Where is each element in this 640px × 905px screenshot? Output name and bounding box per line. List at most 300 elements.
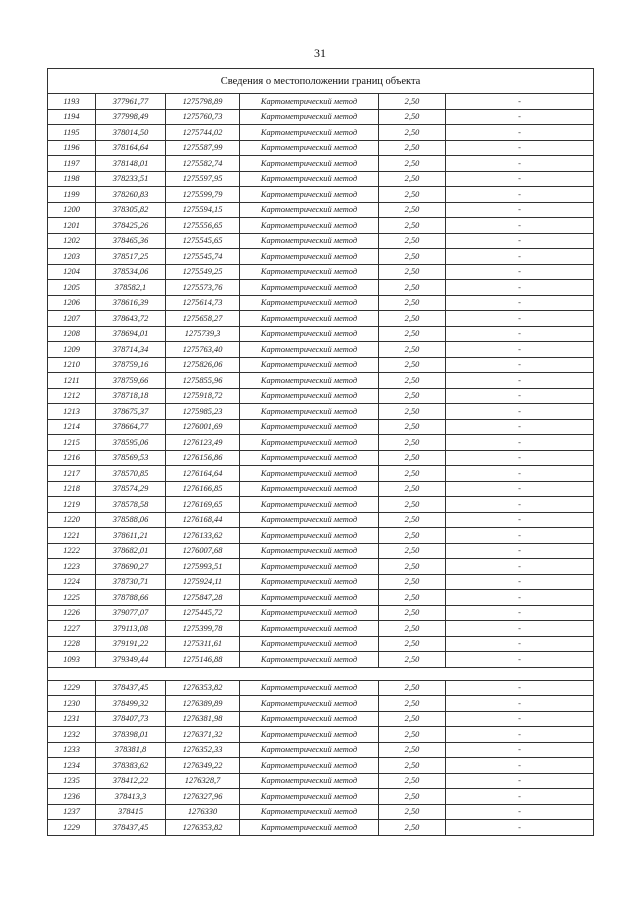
x-coordinate-cell: 378664,77	[96, 419, 166, 435]
precision-cell: 2,50	[379, 156, 446, 172]
x-coordinate-cell: 378759,16	[96, 357, 166, 373]
x-coordinate-cell: 378588,06	[96, 512, 166, 528]
y-coordinate-cell: 1276371,32	[166, 727, 240, 743]
table-row	[48, 404, 594, 420]
precision-cell: 2,50	[379, 481, 446, 497]
description-cell: -	[446, 742, 594, 758]
method-cell: Картометрический метод	[240, 621, 379, 637]
description-cell: -	[446, 140, 594, 156]
x-coordinate-cell: 378465,36	[96, 233, 166, 249]
description-cell: -	[446, 404, 594, 420]
table-row	[48, 652, 594, 668]
description-cell: -	[446, 543, 594, 559]
x-coordinate-cell: 379077,07	[96, 605, 166, 621]
point-number-cell: 1219	[48, 497, 96, 513]
y-coordinate-cell: 1276352,33	[166, 742, 240, 758]
description-cell: -	[446, 680, 594, 696]
point-number-cell: 1208	[48, 326, 96, 342]
point-number-cell: 1231	[48, 711, 96, 727]
precision-cell: 2,50	[379, 280, 446, 296]
precision-cell: 2,50	[379, 357, 446, 373]
point-number-cell: 1218	[48, 481, 96, 497]
table-row	[48, 326, 594, 342]
x-coordinate-cell: 378718,18	[96, 388, 166, 404]
method-cell: Картометрический метод	[240, 652, 379, 668]
precision-cell: 2,50	[379, 512, 446, 528]
precision-cell: 2,50	[379, 233, 446, 249]
boundary-coordinates-table	[47, 68, 594, 836]
method-cell: Картометрический метод	[240, 249, 379, 265]
precision-cell: 2,50	[379, 249, 446, 265]
table-row	[48, 512, 594, 528]
point-number-cell: 1193	[48, 94, 96, 110]
method-cell: Картометрический метод	[240, 109, 379, 125]
x-coordinate-cell: 379113,08	[96, 621, 166, 637]
table-row	[48, 218, 594, 234]
method-cell: Картометрический метод	[240, 773, 379, 789]
precision-cell: 2,50	[379, 388, 446, 404]
method-cell: Картометрический метод	[240, 94, 379, 110]
table-row	[48, 696, 594, 712]
table-row	[48, 357, 594, 373]
precision-cell: 2,50	[379, 574, 446, 590]
precision-cell: 2,50	[379, 450, 446, 466]
table-row	[48, 171, 594, 187]
y-coordinate-cell: 1275545,65	[166, 233, 240, 249]
description-cell: -	[446, 590, 594, 606]
precision-cell: 2,50	[379, 804, 446, 820]
description-cell: -	[446, 696, 594, 712]
page-number: 31	[314, 46, 326, 60]
point-number-cell: 1235	[48, 773, 96, 789]
method-cell: Картометрический метод	[240, 696, 379, 712]
description-cell: -	[446, 187, 594, 203]
point-number-cell: 1207	[48, 311, 96, 327]
table-row	[48, 249, 594, 265]
method-cell: Картометрический метод	[240, 125, 379, 141]
y-coordinate-cell: 1276353,82	[166, 680, 240, 696]
y-coordinate-cell: 1276330	[166, 804, 240, 820]
precision-cell: 2,50	[379, 605, 446, 621]
method-cell: Картометрический метод	[240, 187, 379, 203]
precision-cell: 2,50	[379, 820, 446, 836]
table-row	[48, 559, 594, 575]
precision-cell: 2,50	[379, 742, 446, 758]
table-row	[48, 311, 594, 327]
precision-cell: 2,50	[379, 543, 446, 559]
x-coordinate-cell: 378611,21	[96, 528, 166, 544]
y-coordinate-cell: 1275798,89	[166, 94, 240, 110]
y-coordinate-cell: 1275445,72	[166, 605, 240, 621]
method-cell: Картометрический метод	[240, 680, 379, 696]
point-number-cell: 1212	[48, 388, 96, 404]
precision-cell: 2,50	[379, 125, 446, 141]
precision-cell: 2,50	[379, 789, 446, 805]
precision-cell: 2,50	[379, 342, 446, 358]
description-cell: -	[446, 435, 594, 451]
x-coordinate-cell: 377961,77	[96, 94, 166, 110]
y-coordinate-cell: 1276164,64	[166, 466, 240, 482]
method-cell: Картометрический метод	[240, 466, 379, 482]
precision-cell: 2,50	[379, 326, 446, 342]
x-coordinate-cell: 378788,66	[96, 590, 166, 606]
y-coordinate-cell: 1275985,23	[166, 404, 240, 420]
description-cell: -	[446, 357, 594, 373]
method-cell: Картометрический метод	[240, 419, 379, 435]
precision-cell: 2,50	[379, 758, 446, 774]
precision-cell: 2,50	[379, 109, 446, 125]
precision-cell: 2,50	[379, 466, 446, 482]
point-number-cell: 1221	[48, 528, 96, 544]
table-row	[48, 435, 594, 451]
point-number-cell: 1225	[48, 590, 96, 606]
method-cell: Картометрический метод	[240, 711, 379, 727]
precision-cell: 2,50	[379, 727, 446, 743]
table-row	[48, 543, 594, 559]
description-cell: -	[446, 789, 594, 805]
precision-cell: 2,50	[379, 264, 446, 280]
precision-cell: 2,50	[379, 528, 446, 544]
table-row	[48, 481, 594, 497]
description-cell: -	[446, 727, 594, 743]
description-cell: -	[446, 497, 594, 513]
point-number-cell: 1234	[48, 758, 96, 774]
method-cell: Картометрический метод	[240, 357, 379, 373]
description-cell: -	[446, 773, 594, 789]
y-coordinate-cell: 1275760,73	[166, 109, 240, 125]
table-row	[48, 528, 594, 544]
x-coordinate-cell: 378233,51	[96, 171, 166, 187]
method-cell: Картометрический метод	[240, 512, 379, 528]
point-number-cell: 1222	[48, 543, 96, 559]
y-coordinate-cell: 1275739,3	[166, 326, 240, 342]
y-coordinate-cell: 1275549,25	[166, 264, 240, 280]
precision-cell: 2,50	[379, 140, 446, 156]
point-number-cell: 1217	[48, 466, 96, 482]
x-coordinate-cell: 379191,22	[96, 636, 166, 652]
x-coordinate-cell: 378425,26	[96, 218, 166, 234]
point-number-cell: 1209	[48, 342, 96, 358]
table-row	[48, 711, 594, 727]
description-cell: -	[446, 249, 594, 265]
precision-cell: 2,50	[379, 652, 446, 668]
y-coordinate-cell: 1275545,74	[166, 249, 240, 265]
description-cell: -	[446, 109, 594, 125]
description-cell: -	[446, 202, 594, 218]
y-coordinate-cell: 1275594,15	[166, 202, 240, 218]
point-number-cell: 1226	[48, 605, 96, 621]
description-cell: -	[446, 605, 594, 621]
method-cell: Картометрический метод	[240, 388, 379, 404]
table-row	[48, 497, 594, 513]
precision-cell: 2,50	[379, 311, 446, 327]
y-coordinate-cell: 1275597,95	[166, 171, 240, 187]
y-coordinate-cell: 1275744,02	[166, 125, 240, 141]
method-cell: Картометрический метод	[240, 326, 379, 342]
x-coordinate-cell: 378437,45	[96, 680, 166, 696]
y-coordinate-cell: 1275587,99	[166, 140, 240, 156]
method-cell: Картометрический метод	[240, 140, 379, 156]
point-number-cell: 1196	[48, 140, 96, 156]
precision-cell: 2,50	[379, 636, 446, 652]
method-cell: Картометрический метод	[240, 481, 379, 497]
table-row	[48, 109, 594, 125]
method-cell: Картометрический метод	[240, 727, 379, 743]
point-number-cell: 1205	[48, 280, 96, 296]
precision-cell: 2,50	[379, 680, 446, 696]
point-number-cell: 1216	[48, 450, 96, 466]
point-number-cell: 1210	[48, 357, 96, 373]
y-coordinate-cell: 1276353,82	[166, 820, 240, 836]
x-coordinate-cell: 378690,27	[96, 559, 166, 575]
precision-cell: 2,50	[379, 419, 446, 435]
table-row	[48, 820, 594, 836]
x-coordinate-cell: 378643,72	[96, 311, 166, 327]
precision-cell: 2,50	[379, 621, 446, 637]
x-coordinate-cell: 378437,45	[96, 820, 166, 836]
table-row	[48, 156, 594, 172]
method-cell: Картометрический метод	[240, 758, 379, 774]
description-cell: -	[446, 94, 594, 110]
x-coordinate-cell: 378415	[96, 804, 166, 820]
precision-cell: 2,50	[379, 171, 446, 187]
description-cell: -	[446, 559, 594, 575]
method-cell: Картометрический метод	[240, 450, 379, 466]
point-number-cell: 1195	[48, 125, 96, 141]
point-number-cell: 1194	[48, 109, 96, 125]
x-coordinate-cell: 378398,01	[96, 727, 166, 743]
precision-cell: 2,50	[379, 94, 446, 110]
separator-cell	[48, 667, 594, 680]
method-cell: Картометрический метод	[240, 789, 379, 805]
precision-cell: 2,50	[379, 696, 446, 712]
method-cell: Картометрический метод	[240, 574, 379, 590]
precision-cell: 2,50	[379, 373, 446, 389]
y-coordinate-cell: 1276133,62	[166, 528, 240, 544]
table-row	[48, 342, 594, 358]
method-cell: Картометрический метод	[240, 218, 379, 234]
description-cell: -	[446, 218, 594, 234]
table-row	[48, 574, 594, 590]
description-cell: -	[446, 636, 594, 652]
y-coordinate-cell: 1276001,69	[166, 419, 240, 435]
y-coordinate-cell: 1276169,65	[166, 497, 240, 513]
table-row	[48, 466, 594, 482]
x-coordinate-cell: 378616,39	[96, 295, 166, 311]
table-row	[48, 187, 594, 203]
description-cell: -	[446, 311, 594, 327]
point-number-cell: 1227	[48, 621, 96, 637]
y-coordinate-cell: 1275399,78	[166, 621, 240, 637]
y-coordinate-cell: 1275855,96	[166, 373, 240, 389]
method-cell: Картометрический метод	[240, 404, 379, 420]
x-coordinate-cell: 378148,01	[96, 156, 166, 172]
description-cell: -	[446, 156, 594, 172]
point-number-cell: 1237	[48, 804, 96, 820]
y-coordinate-cell: 1276349,22	[166, 758, 240, 774]
precision-cell: 2,50	[379, 187, 446, 203]
y-coordinate-cell: 1275582,74	[166, 156, 240, 172]
x-coordinate-cell: 378381,8	[96, 742, 166, 758]
y-coordinate-cell: 1275763,40	[166, 342, 240, 358]
point-number-cell: 1232	[48, 727, 96, 743]
description-cell: -	[446, 373, 594, 389]
table-row	[48, 264, 594, 280]
y-coordinate-cell: 1276168,44	[166, 512, 240, 528]
y-coordinate-cell: 1276381,98	[166, 711, 240, 727]
description-cell: -	[446, 280, 594, 296]
y-coordinate-cell: 1276328,7	[166, 773, 240, 789]
description-cell: -	[446, 820, 594, 836]
x-coordinate-cell: 378714,34	[96, 342, 166, 358]
method-cell: Картометрический метод	[240, 295, 379, 311]
table-row	[48, 742, 594, 758]
description-cell: -	[446, 233, 594, 249]
x-coordinate-cell: 378595,06	[96, 435, 166, 451]
y-coordinate-cell: 1276007,68	[166, 543, 240, 559]
table-row	[48, 388, 594, 404]
point-number-cell: 1229	[48, 820, 96, 836]
precision-cell: 2,50	[379, 559, 446, 575]
point-number-cell: 1199	[48, 187, 96, 203]
description-cell: -	[446, 466, 594, 482]
description-cell: -	[446, 326, 594, 342]
description-cell: -	[446, 342, 594, 358]
method-cell: Картометрический метод	[240, 605, 379, 621]
x-coordinate-cell: 378407,73	[96, 711, 166, 727]
method-cell: Картометрический метод	[240, 373, 379, 389]
point-number-cell: 1223	[48, 559, 96, 575]
point-number-cell: 1200	[48, 202, 96, 218]
method-cell: Картометрический метод	[240, 820, 379, 836]
x-coordinate-cell: 378499,32	[96, 696, 166, 712]
description-cell: -	[446, 804, 594, 820]
y-coordinate-cell: 1275599,79	[166, 187, 240, 203]
table-row	[48, 804, 594, 820]
x-coordinate-cell: 378582,1	[96, 280, 166, 296]
method-cell: Картометрический метод	[240, 559, 379, 575]
table-row	[48, 758, 594, 774]
description-cell: -	[446, 388, 594, 404]
y-coordinate-cell: 1275993,51	[166, 559, 240, 575]
y-coordinate-cell: 1275658,27	[166, 311, 240, 327]
precision-cell: 2,50	[379, 202, 446, 218]
table-row	[48, 789, 594, 805]
y-coordinate-cell: 1275146,88	[166, 652, 240, 668]
y-coordinate-cell: 1276166,85	[166, 481, 240, 497]
method-cell: Картометрический метод	[240, 435, 379, 451]
separator-row	[48, 667, 594, 680]
x-coordinate-cell: 378014,50	[96, 125, 166, 141]
method-cell: Картометрический метод	[240, 264, 379, 280]
method-cell: Картометрический метод	[240, 280, 379, 296]
point-number-cell: 1211	[48, 373, 96, 389]
point-number-cell: 1093	[48, 652, 96, 668]
x-coordinate-cell: 378569,53	[96, 450, 166, 466]
table-row	[48, 621, 594, 637]
x-coordinate-cell: 378570,85	[96, 466, 166, 482]
point-number-cell: 1220	[48, 512, 96, 528]
table-row	[48, 125, 594, 141]
description-cell: -	[446, 574, 594, 590]
point-number-cell: 1198	[48, 171, 96, 187]
table-row	[48, 373, 594, 389]
point-number-cell: 1224	[48, 574, 96, 590]
method-cell: Картометрический метод	[240, 590, 379, 606]
method-cell: Картометрический метод	[240, 528, 379, 544]
x-coordinate-cell: 378694,01	[96, 326, 166, 342]
point-number-cell: 1203	[48, 249, 96, 265]
x-coordinate-cell: 378517,25	[96, 249, 166, 265]
point-number-cell: 1202	[48, 233, 96, 249]
method-cell: Картометрический метод	[240, 742, 379, 758]
x-coordinate-cell: 378164,64	[96, 140, 166, 156]
y-coordinate-cell: 1275573,76	[166, 280, 240, 296]
y-coordinate-cell: 1275924,11	[166, 574, 240, 590]
description-cell: -	[446, 758, 594, 774]
table-row	[48, 680, 594, 696]
y-coordinate-cell: 1275556,65	[166, 218, 240, 234]
method-cell: Картометрический метод	[240, 311, 379, 327]
x-coordinate-cell: 378578,58	[96, 497, 166, 513]
y-coordinate-cell: 1275614,73	[166, 295, 240, 311]
precision-cell: 2,50	[379, 435, 446, 451]
table-row	[48, 419, 594, 435]
x-coordinate-cell: 377998,49	[96, 109, 166, 125]
table-row	[48, 590, 594, 606]
point-number-cell: 1204	[48, 264, 96, 280]
method-cell: Картометрический метод	[240, 543, 379, 559]
x-coordinate-cell: 378675,37	[96, 404, 166, 420]
precision-cell: 2,50	[379, 711, 446, 727]
y-coordinate-cell: 1275847,28	[166, 590, 240, 606]
table-title-row	[48, 69, 594, 94]
point-number-cell: 1215	[48, 435, 96, 451]
point-number-cell: 1233	[48, 742, 96, 758]
method-cell: Картометрический метод	[240, 233, 379, 249]
x-coordinate-cell: 378759,66	[96, 373, 166, 389]
table-row	[48, 94, 594, 110]
description-cell: -	[446, 711, 594, 727]
precision-cell: 2,50	[379, 404, 446, 420]
y-coordinate-cell: 1276327,96	[166, 789, 240, 805]
precision-cell: 2,50	[379, 773, 446, 789]
y-coordinate-cell: 1275826,06	[166, 357, 240, 373]
description-cell: -	[446, 512, 594, 528]
point-number-cell: 1201	[48, 218, 96, 234]
precision-cell: 2,50	[379, 295, 446, 311]
description-cell: -	[446, 621, 594, 637]
x-coordinate-cell: 379349,44	[96, 652, 166, 668]
x-coordinate-cell: 378412,22	[96, 773, 166, 789]
table-row	[48, 773, 594, 789]
precision-cell: 2,50	[379, 497, 446, 513]
table-row	[48, 280, 594, 296]
x-coordinate-cell: 378682,01	[96, 543, 166, 559]
y-coordinate-cell: 1276389,89	[166, 696, 240, 712]
method-cell: Картометрический метод	[240, 171, 379, 187]
x-coordinate-cell: 378260,83	[96, 187, 166, 203]
method-cell: Картометрический метод	[240, 156, 379, 172]
point-number-cell: 1197	[48, 156, 96, 172]
method-cell: Картометрический метод	[240, 636, 379, 652]
description-cell: -	[446, 125, 594, 141]
description-cell: -	[446, 481, 594, 497]
y-coordinate-cell: 1276156,86	[166, 450, 240, 466]
method-cell: Картометрический метод	[240, 497, 379, 513]
method-cell: Картометрический метод	[240, 342, 379, 358]
description-cell: -	[446, 264, 594, 280]
